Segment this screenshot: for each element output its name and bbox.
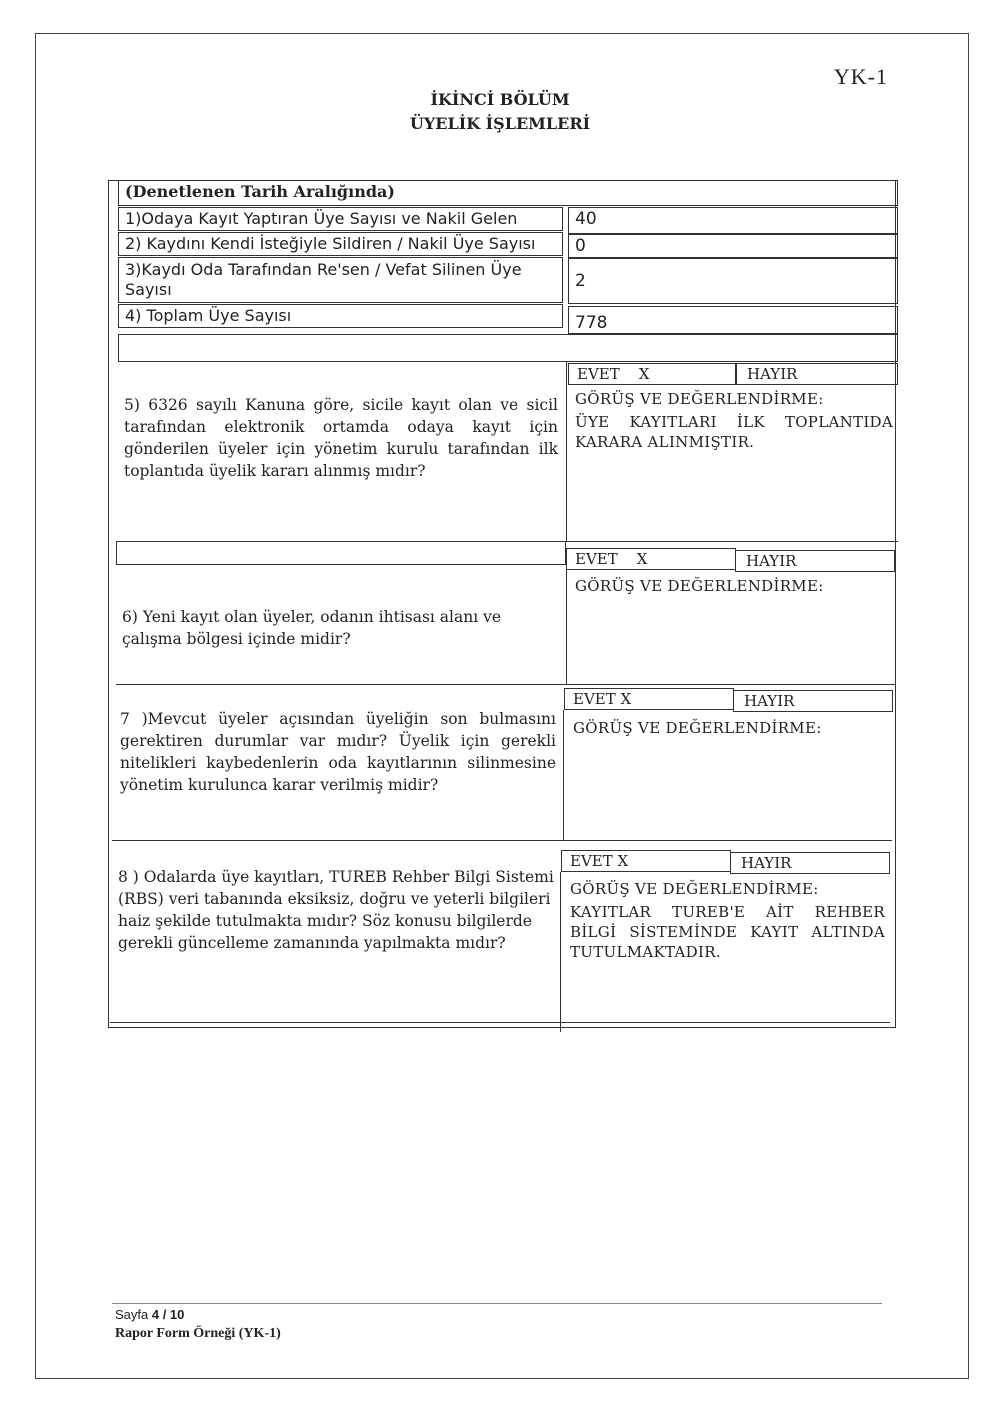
- hayir-cell: HAYIR: [735, 550, 895, 572]
- stats-row-value: 40: [568, 207, 898, 234]
- stats-row-value: 0: [568, 234, 898, 258]
- column-divider: [566, 565, 567, 685]
- page-number-value: 4 / 10: [151, 1307, 185, 1322]
- stats-row-label: 3)Kaydı Oda Tarafından Re'sen / Vefat Silinen Üye Sayısı: [118, 257, 563, 303]
- stats-row-label: 4) Toplam Üye Sayısı: [118, 304, 563, 328]
- empty-row: [118, 334, 898, 362]
- page-number: [115, 1307, 184, 1322]
- stats-row-label: 1)Odaya Kayıt Yaptıran Üye Sayısı ve Nakil Gelen: [118, 207, 563, 231]
- section-subtitle: ÜYELİK İŞLEMLERİ: [409, 114, 591, 133]
- column-divider: [566, 362, 567, 542]
- document-code: YK-1: [833, 64, 888, 89]
- evet-cell: EVET X: [568, 363, 736, 385]
- page-frame-bottom: [35, 1378, 969, 1379]
- stats-header: (Denetlenen Tarih Aralığında): [118, 180, 898, 206]
- row-divider: [112, 840, 892, 841]
- gorus-label: GÖRÜŞ VE DEĞERLENDİRME:: [570, 880, 819, 898]
- question-5: 5) 6326 sayılı Kanuna göre, sicile kayıt olan ve sicil tarafından elektronik ortamda odaya kayıt için gönderilen üyeler için yönetim kurulu tarafından ilk toplantıda üyelik kararı alınmış mıdır?: [124, 396, 558, 480]
- answer-5: ÜYE KAYITLARI İLK TOPLANTIDA KARARA ALINMIŞTIR.: [575, 413, 893, 451]
- section-title: İKİNCİ BÖLÜM: [430, 90, 570, 109]
- stats-row-value: 778: [568, 306, 898, 334]
- stats-row-label: 2) Kaydını Kendi İsteğiyle Sildiren / Nakil Üye Sayısı: [118, 232, 563, 256]
- hayir-cell: HAYIR: [733, 690, 893, 712]
- footer-divider: [112, 1303, 882, 1304]
- column-divider: [563, 710, 564, 840]
- column-divider: [560, 872, 561, 1032]
- gorus-label: GÖRÜŞ VE DEĞERLENDİRME:: [573, 719, 822, 737]
- page-prefix: Sayfa: [115, 1307, 152, 1322]
- row-divider: [116, 684, 896, 685]
- empty-row: [116, 541, 566, 565]
- hayir-cell: HAYIR: [736, 363, 898, 385]
- question-8: 8 ) Odalarda üye kayıtları, TUREB Rehber Bilgi Sistemi (RBS) veri tabanında eksiksiz, doğru ve yeterli bilgileri haiz şekilde tutulmakta mıdır? Söz konusu bilgilerde gerekli güncelleme zamanında yapılmakta mıdır?: [118, 868, 554, 952]
- gorus-label: GÖRÜŞ VE DEĞERLENDİRME:: [575, 577, 824, 595]
- evet-cell: EVET X: [564, 688, 734, 710]
- evet-cell: EVET X: [566, 548, 736, 570]
- question-7: 7 )Mevcut üyeler açısından üyeliğin son bulmasını gerektiren durumlar var mıdır? Üyelik için gerekli nitelikleri kaybedenlerin oda kayıtlarının silinmesine yönetim kurulunca karar verilmiş midir?: [120, 710, 556, 794]
- table-bottom-line: [110, 1022, 890, 1023]
- stats-row-value: 2: [568, 258, 898, 304]
- evet-cell: EVET X: [561, 850, 731, 872]
- answer-8: KAYITLAR TUREB'E AİT REHBER BİLGİ SİSTEMİNDE KAYIT ALTINDA TUTULMAKTADIR.: [570, 903, 885, 961]
- gorus-label: GÖRÜŞ VE DEĞERLENDİRME:: [575, 390, 824, 408]
- hayir-cell: HAYIR: [730, 852, 890, 874]
- question-6: 6) Yeni kayıt olan üyeler, odanın ihtisası alanı ve çalışma bölgesi içinde midir?: [122, 608, 502, 648]
- form-name: Rapor Form Örneği (YK-1): [115, 1326, 281, 1341]
